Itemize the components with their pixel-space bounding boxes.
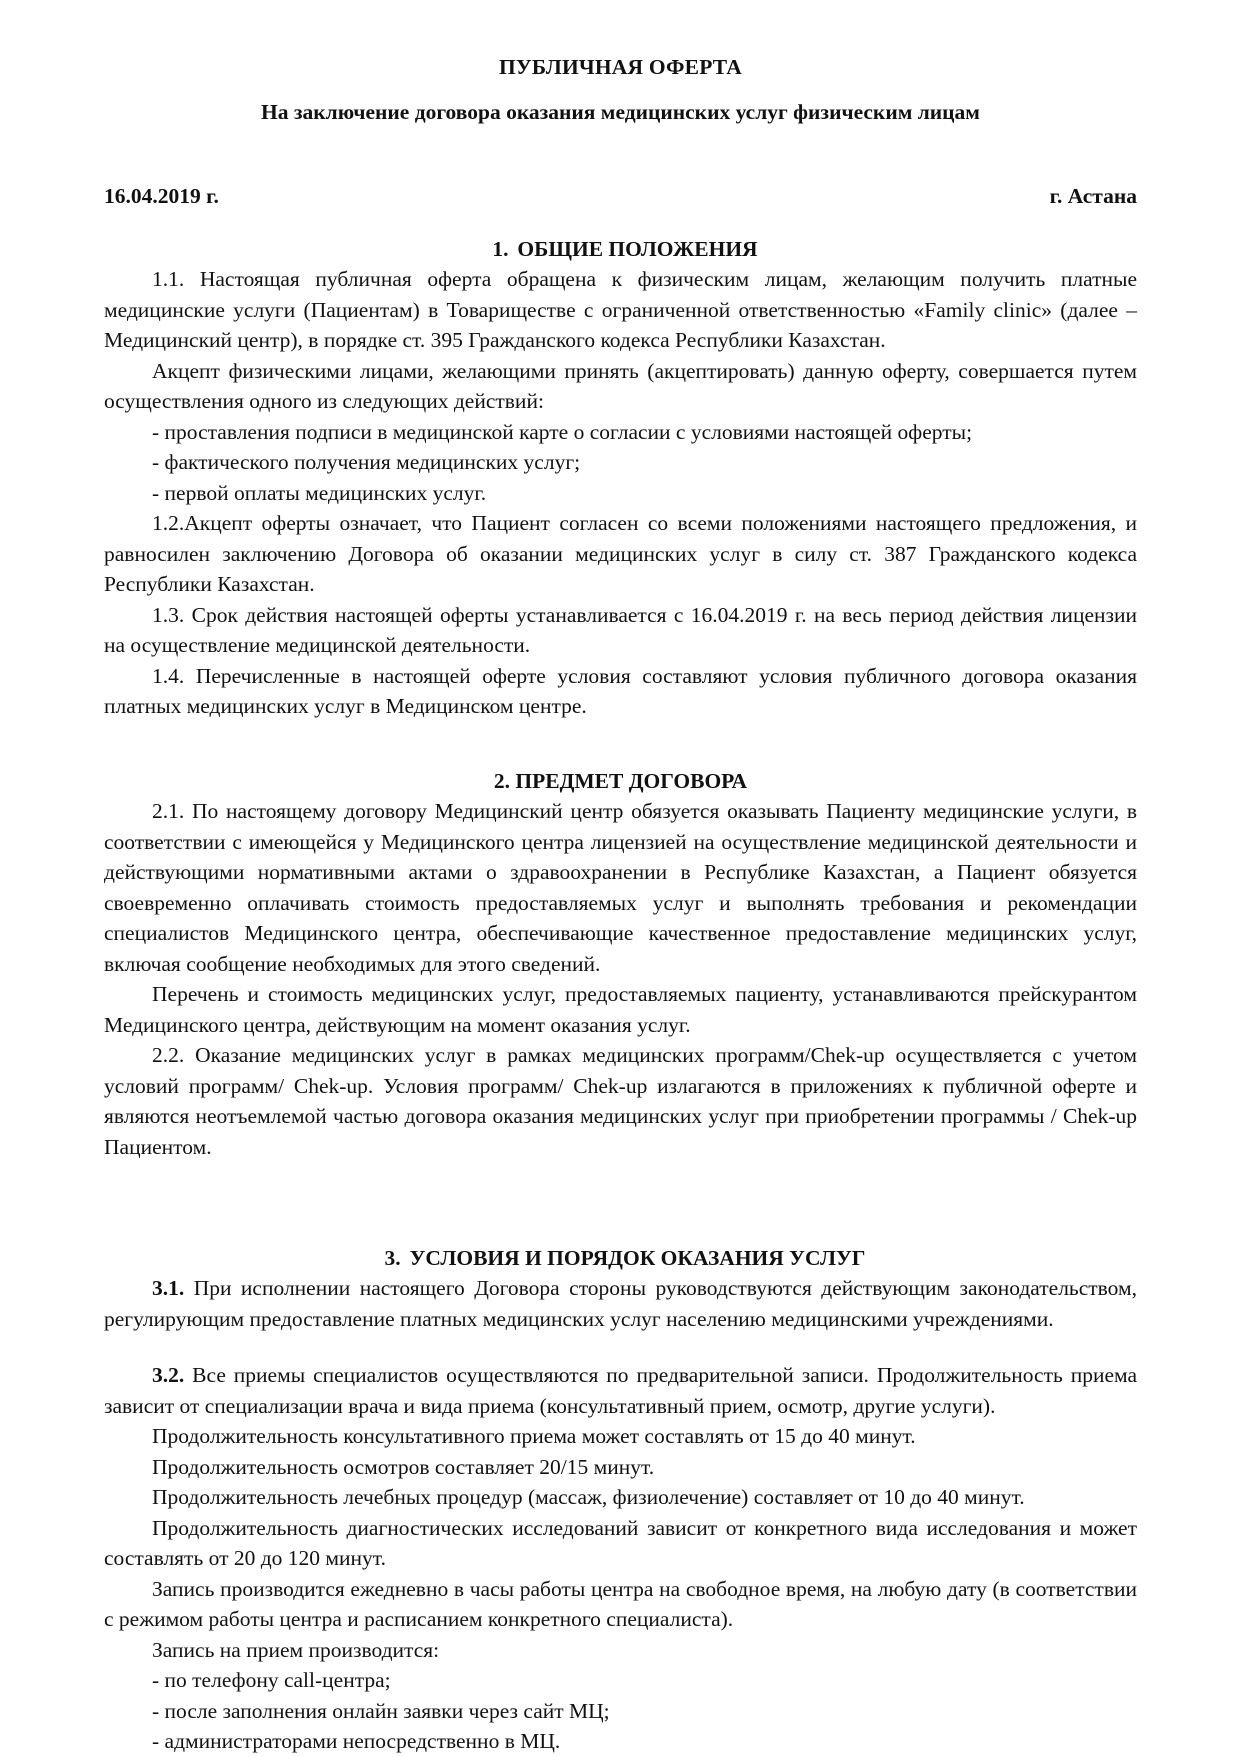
document-city: г. Астана	[1049, 184, 1137, 209]
list-item: - проставления подписи в медицинской карте о согласии с условиями настоящей оферты;	[152, 419, 973, 444]
section-title-2: 2. ПРЕДМЕТ ДОГОВОРА	[493, 768, 748, 793]
page-subtitle: На заключение договора оказания медицинских услуг физическим лицам	[261, 99, 980, 124]
booking-intro: Запись на прием производится:	[152, 1637, 440, 1662]
list-item: - первой оплаты медицинских услуг.	[152, 480, 487, 505]
clause-2-2: 2.2. Оказание медицинских услуг в рамках медицинских программ/Chek-up осуществляется с учетом условий программ/ Chek-up. Условия программ/ Chek-up излагаются в приложениях к публичной оферте и являются неотъемлемой частью договора оказания медицинских услуг при приобретении программы / Chek-up Пациентом.	[104, 1043, 1137, 1159]
clause-3-2-label: 3.2.	[152, 1363, 185, 1388]
acceptance-intro: Акцепт физическими лицами, желающими принять (акцептировать) данную оферту, совершается путем осуществления одного из следующих действий:	[104, 358, 1137, 414]
clause-3-1-label: 3.1.	[152, 1276, 185, 1301]
spacer	[104, 1163, 1137, 1221]
duration-line: Продолжительность консультативного приема может составлять от 15 до 40 минут.	[152, 1424, 916, 1449]
clause-1-3: 1.3. Срок действия настоящей оферты устанавливается с 16.04.2019 г. на весь период действия лицензии на осуществление медицинской деятельности.	[104, 602, 1137, 658]
duration-line: Продолжительность лечебных процедур (массаж, физиолечение) составляет от 10 до 40 минут.	[152, 1485, 1025, 1510]
document-date: 16.04.2019 г.	[104, 184, 219, 209]
diagnostics-paragraph: Продолжительность диагностических исследований зависит от конкретного вида исследования и может составлять от 20 до 120 минут.	[104, 1515, 1137, 1571]
page-title: ПУБЛИЧНАЯ ОФЕРТА	[498, 55, 743, 79]
schedule-paragraph: Запись производится ежедневно в часы работы центра на свободное время, на любую дату (в соответствии с режимом работы центра и расписанием конкретного специалиста).	[104, 1576, 1137, 1632]
section-title-3: УСЛОВИЯ И ПОРЯДОК ОКАЗАНИЯ УСЛУГ	[409, 1245, 866, 1270]
list-item: - фактического получения медицинских услуг;	[152, 450, 581, 475]
list-item: - администраторами непосредственно в МЦ.	[152, 1729, 561, 1754]
clause-3-2-text: Все приемы специалистов осуществляются по предварительной записи. Продолжительность приема зависит от специализации врача и вида приема (консультативный прием, осмотр, другие услуги).	[104, 1363, 1137, 1418]
section-number-1: 1.	[492, 236, 509, 261]
clause-2-1: 2.1. По настоящему договору Медицинский центр обязуется оказывать Пациенту медицинские услуги, в соответствии с имеющейся у Медицинского центра лицензией на осуществление медицинской деятельности и действующими нормативными актами о здравоохранении в Республике Казахстан, а Пациент обязуется своевременно оплачивать стоимость предоставляемых услуг и выполнять требования и рекомендации специалистов Медицинского центра, обеспечивающие качественное предоставление медицинских услуг, включая сообщение необходимых для этого сведений.	[104, 799, 1137, 976]
clause-3-2	[104, 1360, 1137, 1421]
document-meta-row	[104, 181, 1137, 212]
title-block	[104, 52, 1137, 127]
spacer	[104, 722, 1137, 748]
section-heading-2	[104, 766, 1137, 797]
document-body	[104, 52, 1137, 1757]
clause-1-4: 1.4. Перечисленные в настоящей оферте условия составляют условия публичного договора оказания платных медицинских услуг в Медицинском центре.	[104, 663, 1137, 719]
section-heading-3	[104, 1243, 1137, 1274]
section-heading-1	[104, 234, 1137, 265]
section-title-1: ОБЩИЕ ПОЛОЖЕНИЯ	[517, 236, 758, 261]
list-item: - после заполнения онлайн заявки через сайт МЦ;	[152, 1698, 610, 1723]
spacer	[104, 1334, 1137, 1360]
clause-3-1	[104, 1273, 1137, 1334]
price-list-paragraph: Перечень и стоимость медицинских услуг, предоставляемых пациенту, устанавливаются прейскурантом Медицинского центра, действующим на момент оказания услуг.	[104, 982, 1137, 1037]
clause-1-1: 1.1. Настоящая публичная оферта обращена к физическим лицам, желающим получить платные медицинские услуги (Пациентам) в Товариществе с ограниченной ответственностью «Family clinic» (далее – Медицинский центр), в порядке ст. 395 Гражданского кодекса Республики Казахстан.	[104, 267, 1137, 353]
list-item: - по телефону call-центра;	[152, 1668, 391, 1693]
section-number-3: 3.	[384, 1245, 401, 1270]
duration-line: Продолжительность осмотров составляет 20/15 минут.	[152, 1454, 655, 1479]
clause-3-1-text: При исполнении настоящего Договора стороны руководствуются действующим законодательством, регулирующим предоставление платных медицинских услуг населению медицинскими учреждениями.	[104, 1276, 1137, 1331]
clause-1-2: 1.2.Акцепт оферты означает, что Пациент согласен со всеми положениями настоящего предложения, и равносилен заключению Договора об оказании медицинских услуг в силу ст. 387 Гражданского кодекса Республики Казахстан.	[104, 511, 1137, 597]
